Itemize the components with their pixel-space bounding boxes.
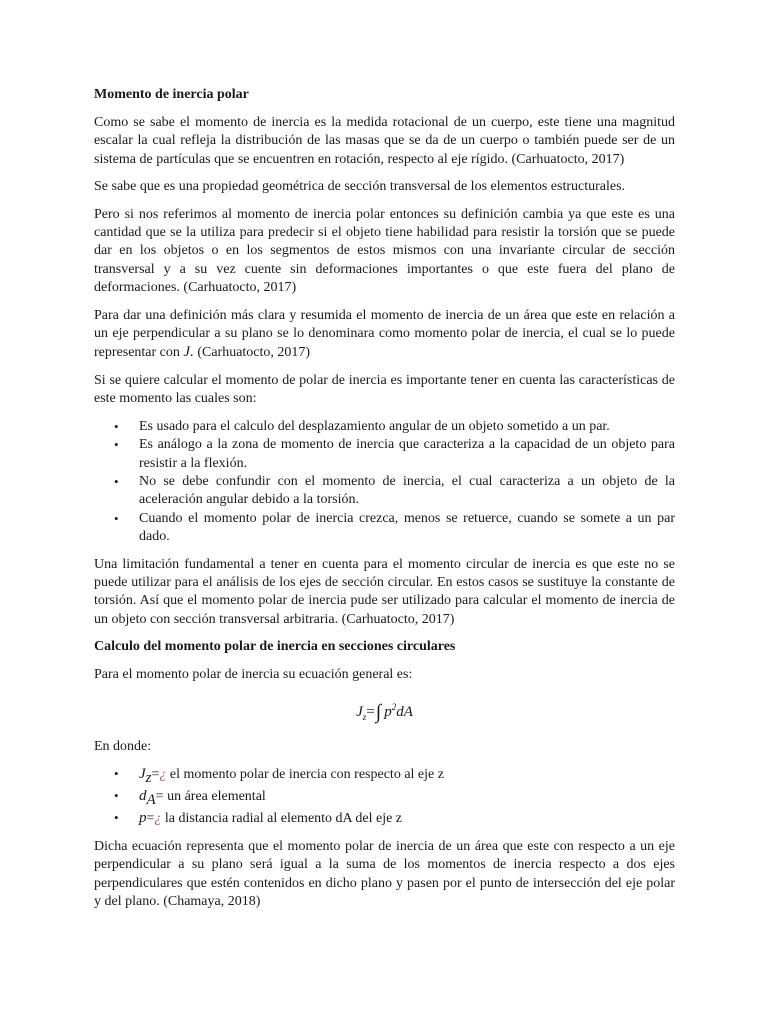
list-item-text: Es usado para el calculo del desplazamiento angular de un objeto sometido a un par. (139, 418, 610, 434)
definitions-list (94, 765, 675, 829)
bullet-icon: • (114, 510, 119, 526)
integral-sign: ∫ (375, 700, 382, 723)
formula-equals: = (366, 703, 375, 720)
bullet-icon: • (114, 473, 119, 489)
formula-exponent: 2 (391, 701, 397, 712)
bullet-icon: • (114, 765, 119, 781)
list-item-text: Es análogo a la zona de momento de inercia que caracteriza a la capacidad de un objeto para resistir a la flexión. (139, 437, 675, 471)
definition-symbol: d (139, 788, 147, 805)
list-item-text: No se debe confundir con el momento de inercia, el cual caracteriza a un objeto de la aceleración angular debido a la torsión. (139, 473, 675, 508)
paragraph-4-symbol: J. (183, 344, 194, 361)
bullet-icon: • (114, 810, 119, 826)
definition-equals: = (155, 789, 164, 805)
definition-placeholder-char: ¿ (154, 811, 162, 827)
paragraph-2: Se sabe que es una propiedad geométrica de sección transversal de los elementos estructurales. (94, 179, 626, 195)
list-item-text: Cuando el momento polar de inercia crezca, menos se retuerce, cuando se somete a un par dado. (139, 510, 675, 545)
paragraph-8: En donde: (94, 738, 152, 754)
list-item (94, 809, 675, 828)
paragraph-3: Pero si nos referimos al momento de inercia polar entonces su definición cambia ya que este es una cantidad que se la utiliza para predecir si el objeto tiene habilidad para resistir la torsión que se puede dar en los objetos o en los segmentos de estos mismos con una invariante circular de sección transversal y a su vez cuente sin deformaciones importantes o que este fuera del plano de deformaciones. (Carhuatocto, 2017) (94, 206, 675, 296)
definition-symbol: J (139, 765, 146, 782)
formula-lhs: J (356, 703, 363, 720)
list-item (94, 765, 675, 787)
paragraph-4-citation: (Carhuatocto, 2017) (193, 345, 311, 361)
definition-text: la distancia radial al elemento dA del eje z (161, 811, 403, 827)
paragraph-1: Como se sabe el momento de inercia es la medida rotacional de un cuerpo, este tiene una magnitud escalar la cual refleja la distribución de las masas que se da de un cuerpo o también puede ser de un sistema de partículas que se encuentren en rotación, respecto al eje rígido. (Carhuatocto, 2017) (94, 115, 675, 167)
list-item (94, 436, 675, 473)
list-item (94, 787, 675, 809)
paragraph-6: Una limitación fundamental a tener en cuenta para el momento circular de inercia es que este no se puede utilizar para el análisis de los ejes de sección circular. En estos casos se sustituye la constante de torsión. Así que el momento polar de inercia pude ser utilizado para calcular el momento de inercia de un objeto con sección transversal arbitraria. (Carhuatocto, 2017) (94, 556, 675, 627)
bullet-icon: • (114, 418, 119, 434)
formula-lhs-sub: z (362, 711, 367, 722)
formula-var: p (384, 703, 392, 720)
list-item (94, 473, 675, 510)
definition-equals: = (146, 811, 155, 827)
definition-text: el momento polar de inercia con respecto al eje z (166, 766, 444, 782)
definition-subscript: A (146, 791, 156, 808)
definition-equals: = (151, 766, 160, 782)
definition-placeholder-char: ¿ (159, 766, 167, 782)
section-heading-polar-moment: Momento de inercia polar (94, 87, 249, 102)
list-item (94, 418, 675, 436)
paragraph-7: Para el momento polar de inercia su ecuación general es: (94, 667, 413, 683)
paragraph-4 (94, 307, 675, 363)
list-item (94, 510, 675, 547)
formula-differential: dA (396, 703, 413, 720)
definition-symbol: p (139, 810, 147, 827)
bullet-icon: • (114, 437, 119, 453)
paragraph-9: Dicha ecuación representa que el momento polar de inercia de un área que este con respecto a un eje perpendicular a su plano será igual a la suma de los momentos de inercia respecto a dos ejes perpendiculares que estén contenidos en dicho plano y pasen por el punto de intersección del eje polar y del plano. (Chamaya, 2018) (94, 838, 675, 909)
polar-moment-equation (94, 694, 675, 730)
bullet-icon: • (114, 788, 119, 804)
definition-subscript: z (145, 769, 152, 786)
paragraph-5: Si se quiere calcular el momento de polar de inercia es importante tener en cuenta las características de este momento las cuales son: (94, 372, 675, 407)
definition-text: un área elemental (163, 789, 266, 805)
section-heading-circular: Calculo del momento polar de inercia en secciones circulares (94, 639, 456, 655)
paragraph-4-text: Para dar una definición más clara y resumida el momento de inercia de un área que este en relación a un eje perpendicular a su plano se lo denominara como momento polar de inercia, el cual se lo puede representar con (94, 307, 675, 361)
characteristics-list (94, 418, 675, 547)
